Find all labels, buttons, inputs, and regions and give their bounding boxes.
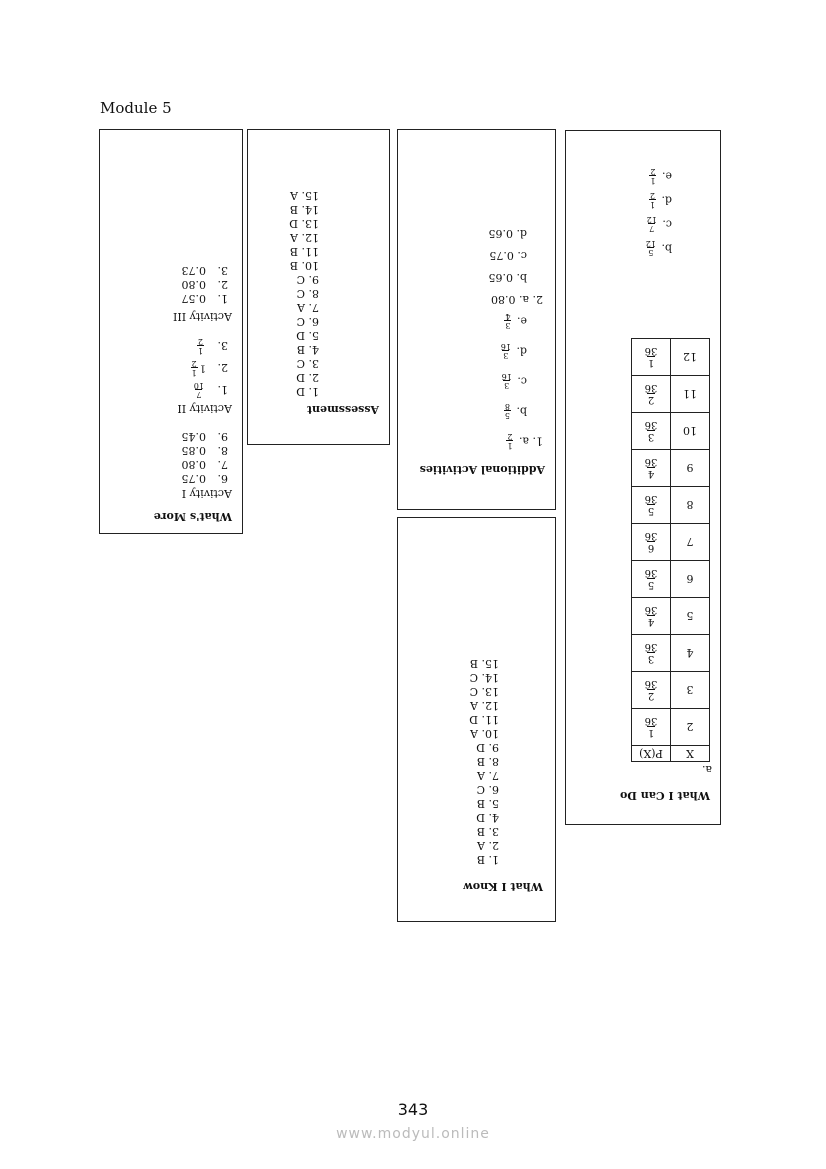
x-value-cell: 6 [671, 561, 710, 598]
list-item: 9. C [296, 273, 319, 286]
assessment-box [247, 129, 390, 445]
x-value-cell: 10 [671, 413, 710, 450]
table-row [632, 672, 710, 709]
table-row [632, 376, 710, 413]
table-row [632, 487, 710, 524]
list-item: 8.0.85 [181, 444, 228, 457]
table-row [632, 524, 710, 561]
probability-cell: 1 36 [632, 339, 671, 376]
whats-more-content [100, 130, 242, 533]
list-item: d. 3 16 [500, 342, 527, 360]
list-item: e. 1 2 [650, 167, 672, 185]
list-item: 8. B [476, 755, 499, 768]
list-item: 15. A [290, 189, 319, 202]
whats-more-box [99, 129, 243, 534]
list-item: 3. B [476, 825, 499, 838]
list-item: 1. B [476, 853, 499, 866]
table-row [632, 450, 710, 487]
other-answers [644, 160, 672, 256]
list-item: b. 5 8 [504, 402, 527, 420]
site-watermark: www.modyul.online [336, 1126, 490, 1142]
x-value-cell: 8 [671, 487, 710, 524]
list-item: 13. C [469, 685, 499, 698]
list-item: 1.0.57 [181, 292, 228, 305]
list-item: b. 0.65 [488, 271, 527, 284]
probability-cell: 2 36 [632, 672, 671, 709]
list-item: d. 1 2 [649, 191, 672, 209]
probability-table [631, 338, 710, 762]
px-header: P(X) [632, 746, 671, 762]
list-item: 8. C [296, 287, 319, 300]
x-value-cell: 7 [671, 524, 710, 561]
table-row [632, 709, 710, 746]
x-value-cell: 9 [671, 450, 710, 487]
additional-activities-content [398, 130, 555, 509]
additional-activities-box [397, 129, 556, 510]
table-row [632, 598, 710, 635]
list-item: b. 5 12 [645, 239, 672, 257]
x-value-cell: 5 [671, 598, 710, 635]
what-i-know-content [398, 518, 555, 921]
what-i-know-box [397, 517, 556, 922]
list-item: d. 0.65 [488, 227, 527, 240]
list-item: 3. C [296, 357, 319, 370]
list-item: 11. D [469, 713, 499, 726]
assessment-list [289, 188, 319, 398]
whats-more-heading: What's More [153, 510, 232, 523]
list-item: c. 3 16 [501, 372, 527, 390]
list-item: 6.0.75 [181, 472, 228, 485]
table-row [632, 635, 710, 672]
probability-cell: 4 36 [632, 598, 671, 635]
assessment-heading: Assessment [306, 403, 379, 416]
x-value-cell: 3 [671, 672, 710, 709]
what-i-can-do-heading: What I Can Do [620, 789, 710, 802]
what-i-can-do-box [565, 130, 721, 825]
what-i-know-list [469, 656, 499, 866]
list-item: 1. a. 1 2 [507, 432, 543, 450]
activity2-label: Activity II [177, 402, 232, 415]
list-item: 9.0.45 [181, 430, 228, 443]
list-item: 3.0.73 [181, 264, 228, 277]
table-row [632, 339, 710, 376]
list-item: 2.0.80 [181, 278, 228, 291]
list-item: 6. C [296, 315, 319, 328]
list-item: 9. D [476, 741, 499, 754]
list-item: 2. D [296, 371, 319, 384]
list-item: 5. B [476, 797, 499, 810]
list-item: 2.1 1 2 [191, 359, 228, 377]
list-item: 7. A [297, 301, 319, 314]
part-a-label: a. [701, 763, 712, 776]
probability-cell: 1 36 [632, 709, 671, 746]
list-item: 12. A [290, 231, 319, 244]
additional-activities-heading: Additional Activities [419, 463, 545, 476]
list-item: 1. D [296, 385, 319, 398]
list-item: 12. A [470, 699, 499, 712]
activity1-label: Activity I [181, 487, 232, 500]
probability-cell: 3 36 [632, 635, 671, 672]
list-item: c. 7 12 [646, 215, 672, 233]
list-item: e. 3 4 [505, 312, 527, 330]
x-value-cell: 12 [671, 339, 710, 376]
assessment-content [248, 130, 389, 444]
page-number: 343 [397, 1100, 429, 1119]
list-item: 14. C [469, 671, 499, 684]
probability-cell: 4 36 [632, 450, 671, 487]
list-item: 6. C [476, 783, 499, 796]
x-value-cell: 11 [671, 376, 710, 413]
list-item: c. 0.75 [489, 249, 527, 262]
probability-cell: 5 36 [632, 487, 671, 524]
list-item: 10. B [289, 259, 319, 272]
x-header: X [671, 746, 710, 762]
list-item: 3. 1 2 [197, 337, 228, 355]
table-row [632, 413, 710, 450]
list-item: 11. B [289, 245, 319, 258]
list-item: 14. B [289, 203, 319, 216]
what-i-can-do-content [566, 131, 720, 824]
list-item: 2. A [477, 839, 499, 852]
x-value-cell: 2 [671, 709, 710, 746]
list-item: 4. D [476, 811, 499, 824]
list-item: 10. A [470, 727, 499, 740]
list-item: 1. 7 10 [193, 381, 228, 399]
list-item: 2. a. 0.80 [490, 293, 543, 306]
table-row [632, 561, 710, 598]
list-item: 4. B [296, 343, 319, 356]
probability-cell: 2 36 [632, 376, 671, 413]
probability-cell: 5 36 [632, 561, 671, 598]
list-item: 5. D [296, 329, 319, 342]
what-i-know-heading: What I Know [463, 880, 543, 893]
list-item: 7. A [477, 769, 499, 782]
activity3-label: Activity III [173, 310, 232, 323]
list-item: 13. D [289, 217, 319, 230]
probability-cell: 3 36 [632, 413, 671, 450]
list-item: 7.0.80 [181, 458, 228, 471]
x-value-cell: 4 [671, 635, 710, 672]
probability-cell: 6 36 [632, 524, 671, 561]
list-item: 15. B [469, 657, 499, 670]
module-title: Module 5 [100, 99, 172, 117]
